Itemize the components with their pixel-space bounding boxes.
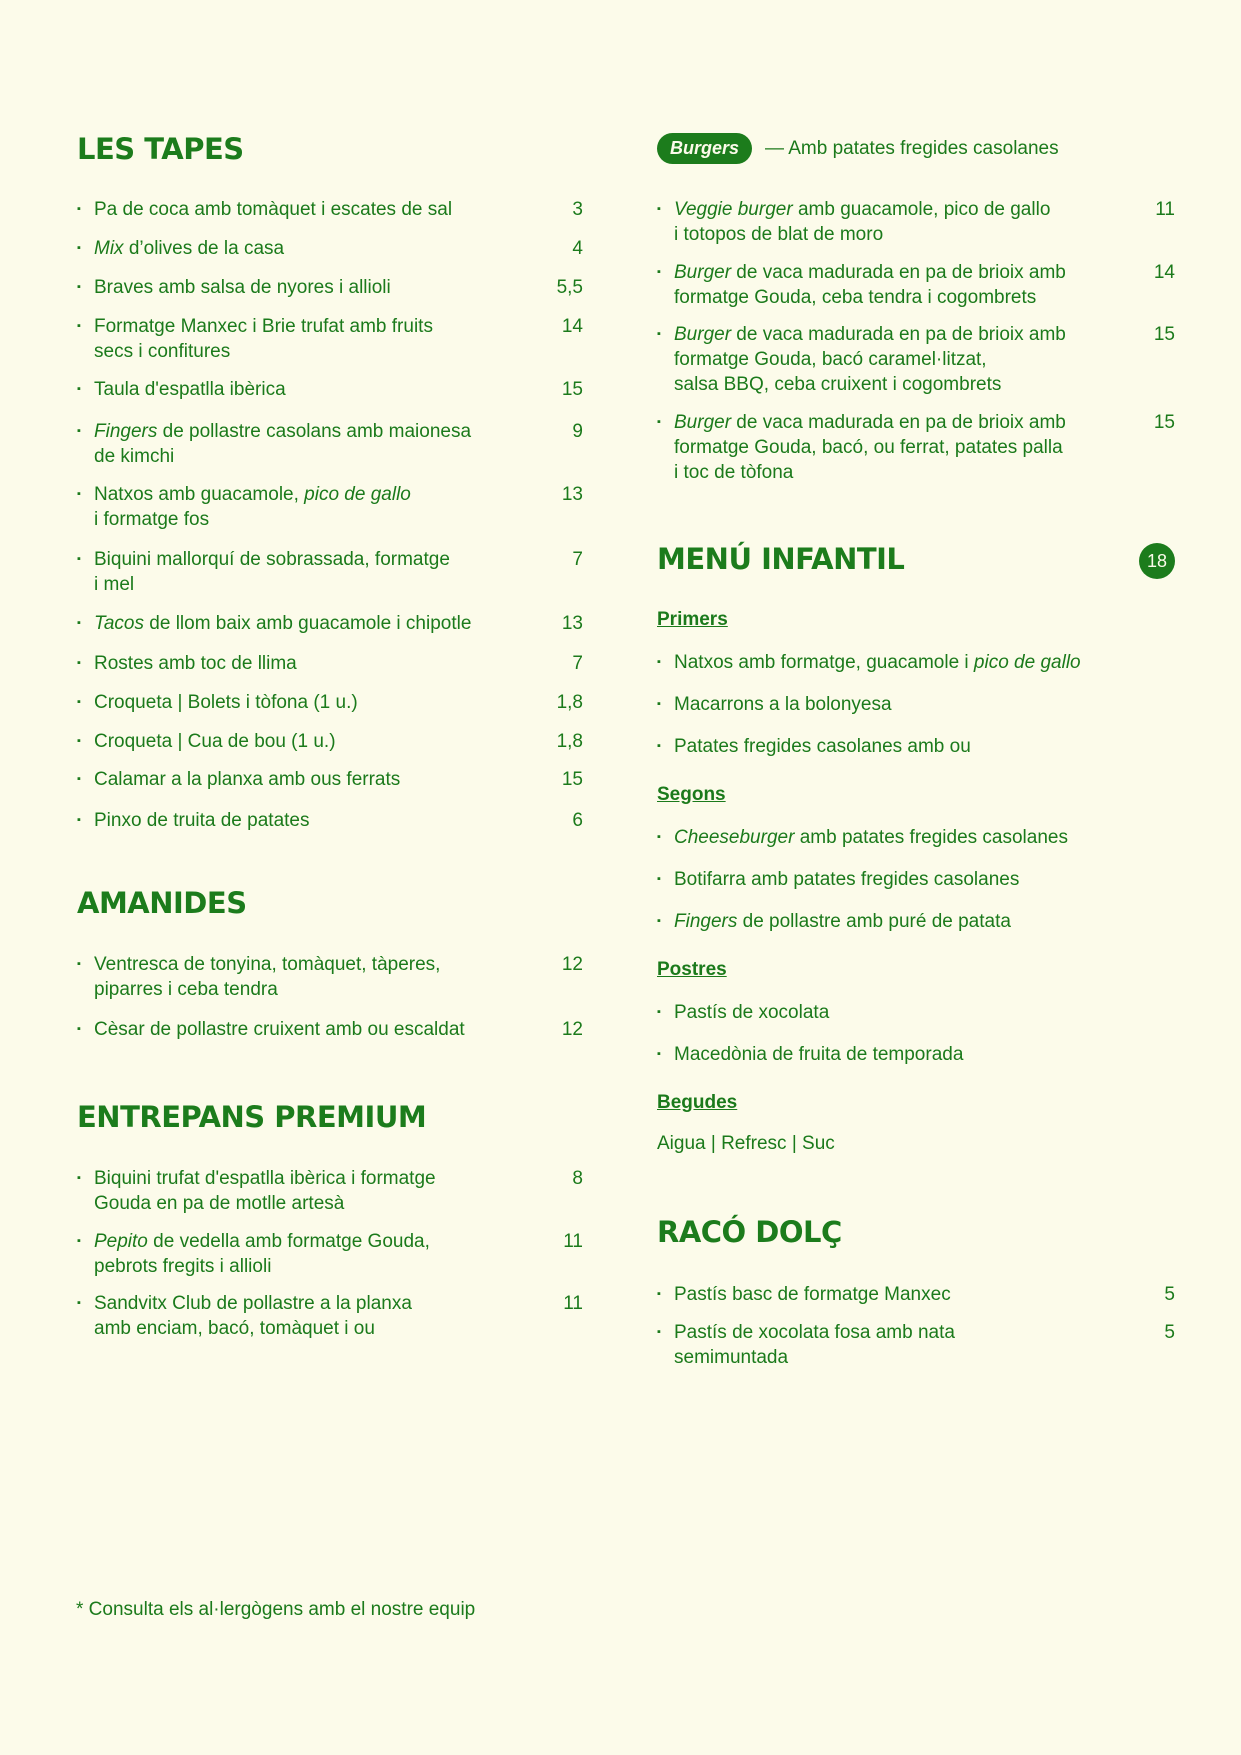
section-title-tapes: LES TAPES bbox=[77, 132, 244, 166]
menu-item-text: Calamar a la planxa amb ous ferrats bbox=[94, 769, 401, 790]
bullet-icon: ▪ bbox=[77, 320, 81, 332]
menu-item-emphasis: Fingers bbox=[94, 421, 158, 442]
menu-item-emphasis: Veggie burger bbox=[674, 199, 793, 220]
bullet-icon: ▪ bbox=[657, 266, 661, 278]
infantil-price-badge: 18 bbox=[1139, 543, 1175, 579]
menu-item-price: 15 bbox=[1153, 412, 1175, 433]
menu-item-name bbox=[674, 197, 1050, 247]
bullet-icon: ▪ bbox=[657, 831, 661, 843]
menu-item-name bbox=[674, 650, 1081, 675]
bullet-icon: ▪ bbox=[77, 958, 81, 970]
menu-item-line2: de kimchi bbox=[94, 446, 175, 467]
menu-item-emphasis: Cheeseburger bbox=[674, 827, 795, 848]
menu-item-name bbox=[94, 729, 336, 754]
menu-item-text: de pollastre casolans amb maionesa bbox=[157, 421, 472, 442]
bullet-icon: ▪ bbox=[77, 1172, 81, 1184]
menu-item-price: 4 bbox=[572, 238, 583, 259]
menu-item-price: 11 bbox=[563, 1231, 583, 1252]
menu-item-name bbox=[674, 1042, 963, 1067]
menu-item-line2: formatge Gouda, bacó caramel·litzat, bbox=[674, 349, 987, 370]
menu-item-name bbox=[94, 314, 433, 364]
menu-item-text: de vaca madurada en pa de brioix amb bbox=[731, 262, 1066, 283]
section-title-entrepans: ENTREPANS PREMIUM bbox=[77, 1100, 427, 1134]
menu-item-emphasis: pico de gallo bbox=[304, 484, 411, 505]
burgers-note: — Amb patates fregides casolanes bbox=[765, 138, 1059, 159]
menu-item-text: Taula d'espatlla ibèrica bbox=[94, 379, 286, 400]
menu-item-emphasis: Pepito bbox=[94, 1231, 148, 1252]
menu-item-price: 1,8 bbox=[556, 692, 583, 713]
menu-item-price: 11 bbox=[1155, 199, 1175, 220]
bullet-icon: ▪ bbox=[657, 328, 661, 340]
menu-item-line2: amb enciam, bacó, tomàquet i ou bbox=[94, 1318, 375, 1339]
burgers-pill: Burgers bbox=[657, 133, 752, 164]
menu-item-text: de vedella amb formatge Gouda, bbox=[147, 1231, 430, 1252]
menu-item-emphasis: Burger bbox=[674, 262, 732, 283]
bullet-icon: ▪ bbox=[657, 416, 661, 428]
bullet-icon: ▪ bbox=[77, 488, 81, 500]
menu-item-name bbox=[94, 1291, 412, 1341]
menu-item-line2: piparres i ceba tendra bbox=[94, 979, 278, 1000]
menu-item-price: 14 bbox=[1153, 262, 1175, 283]
menu-item-price: 3 bbox=[572, 199, 583, 220]
bullet-icon: ▪ bbox=[657, 915, 661, 927]
menu-item-price: 12 bbox=[561, 1019, 583, 1040]
bullet-icon: ▪ bbox=[77, 425, 81, 437]
menu-item-line2: i formatge fos bbox=[94, 509, 210, 530]
menu-item-text: Croqueta | Cua de bou (1 u.) bbox=[94, 731, 336, 752]
bullet-icon: ▪ bbox=[657, 873, 661, 885]
menu-item-price: 15 bbox=[1153, 324, 1175, 345]
menu-item-line2: i totopos de blat de moro bbox=[674, 224, 884, 245]
bullet-icon: ▪ bbox=[77, 242, 81, 254]
subheading-begudes: Begudes bbox=[657, 1092, 738, 1113]
menu-item-text: Formatge Manxec i Brie trufat amb fruits bbox=[94, 316, 433, 337]
menu-item-line2: Gouda en pa de motlle artesà bbox=[94, 1193, 345, 1214]
menu-item-text: Rostes amb toc de llima bbox=[94, 653, 297, 674]
menu-item-price: 5 bbox=[1164, 1322, 1175, 1343]
bullet-icon: ▪ bbox=[657, 1326, 661, 1338]
menu-item-price: 7 bbox=[572, 653, 583, 674]
menu-item-text: Pastís basc de formatge Manxec bbox=[674, 1284, 951, 1305]
bullet-icon: ▪ bbox=[77, 553, 81, 565]
menu-item-name bbox=[94, 547, 450, 597]
menu-item-name bbox=[94, 611, 471, 636]
menu-item-price: 5 bbox=[1164, 1284, 1175, 1305]
menu-item-price: 13 bbox=[561, 484, 583, 505]
menu-item-price: 11 bbox=[563, 1293, 583, 1314]
menu-item-emphasis: Burger bbox=[674, 412, 732, 433]
menu-item-name bbox=[674, 909, 1011, 934]
menu-item-price: 15 bbox=[561, 769, 583, 790]
menu-item-text: de pollastre amb puré de patata bbox=[737, 911, 1011, 932]
bullet-icon: ▪ bbox=[657, 1048, 661, 1060]
menu-item-text: Macedònia de fruita de temporada bbox=[674, 1044, 964, 1065]
menu-item-name bbox=[94, 482, 411, 532]
menu-item-name bbox=[94, 1229, 430, 1279]
menu-item-name bbox=[674, 260, 1066, 310]
bullet-icon: ▪ bbox=[77, 696, 81, 708]
menu-item-emphasis: pico de gallo bbox=[973, 652, 1081, 673]
menu-item-text: Pastís de xocolata bbox=[674, 1002, 830, 1023]
menu-item-price: 12 bbox=[561, 954, 583, 975]
menu-item-text: Cèsar de pollastre cruixent amb ou escaldat bbox=[94, 1019, 465, 1040]
menu-item-emphasis: Tacos bbox=[94, 613, 144, 634]
menu-item-text: Croqueta | Bolets i tòfona (1 u.) bbox=[94, 692, 358, 713]
menu-item-line2: semimuntada bbox=[674, 1347, 789, 1368]
bullet-icon: ▪ bbox=[77, 281, 81, 293]
menu-item-price: 14 bbox=[561, 316, 583, 337]
menu-item-name bbox=[94, 767, 400, 792]
menu-item-name bbox=[674, 410, 1066, 485]
menu-item-text: Biquini mallorquí de sobrassada, formatge bbox=[94, 549, 450, 570]
menu-item-name bbox=[94, 651, 297, 676]
menu-item-text: amb guacamole, pico de gallo bbox=[792, 199, 1051, 220]
bullet-icon: ▪ bbox=[657, 656, 661, 668]
bullet-icon: ▪ bbox=[657, 698, 661, 710]
section-title-infantil: MENÚ INFANTIL bbox=[657, 542, 905, 576]
menu-item-name bbox=[94, 1166, 436, 1216]
menu-item-name bbox=[674, 867, 1019, 892]
menu-item-name bbox=[674, 1000, 829, 1025]
bullet-icon: ▪ bbox=[77, 814, 81, 826]
menu-item-text: d’olives de la casa bbox=[123, 238, 285, 259]
menu-item-line3: i toc de tòfona bbox=[674, 462, 794, 483]
bullet-icon: ▪ bbox=[77, 203, 81, 215]
menu-item-text: Sandvitx Club de pollastre a la planxa bbox=[94, 1293, 412, 1314]
menu-item-text: Pastís de xocolata fosa amb nata bbox=[674, 1322, 955, 1343]
bullet-icon: ▪ bbox=[77, 617, 81, 629]
menu-item-price: 5,5 bbox=[556, 277, 583, 298]
menu-item-name bbox=[674, 825, 1068, 850]
menu-item-price: 6 bbox=[572, 810, 583, 831]
menu-item-name bbox=[674, 322, 1066, 397]
menu-item-price: 8 bbox=[572, 1168, 583, 1189]
menu-item-emphasis: Fingers bbox=[674, 911, 738, 932]
menu-item-name bbox=[94, 197, 452, 222]
menu-item-line2: i mel bbox=[94, 574, 135, 595]
bullet-icon: ▪ bbox=[657, 740, 661, 752]
menu-item-line3: salsa BBQ, ceba cruixent i cogombrets bbox=[674, 374, 1002, 395]
bullet-icon: ▪ bbox=[657, 1006, 661, 1018]
begudes-text: Aigua | Refresc | Suc bbox=[657, 1133, 835, 1154]
subheading-postres: Postres bbox=[657, 959, 727, 980]
bullet-icon: ▪ bbox=[657, 1288, 661, 1300]
menu-item-name bbox=[674, 1320, 955, 1370]
menu-item-text: Biquini trufat d'espatlla ibèrica i formatge bbox=[94, 1168, 436, 1189]
menu-item-name bbox=[94, 236, 284, 261]
menu-item-name bbox=[94, 377, 286, 402]
menu-item-text: Macarrons a la bolonyesa bbox=[674, 694, 892, 715]
bullet-icon: ▪ bbox=[77, 1297, 81, 1309]
menu-item-text: amb patates fregides casolanes bbox=[794, 827, 1068, 848]
menu-item-price: 15 bbox=[561, 379, 583, 400]
menu-item-name bbox=[94, 1017, 465, 1042]
menu-item-text: Pa de coca amb tomàquet i escates de sal bbox=[94, 199, 453, 220]
menu-item-price: 13 bbox=[561, 613, 583, 634]
menu-item-line2: formatge Gouda, ceba tendra i cogombrets bbox=[674, 287, 1037, 308]
menu-item-text: Natxos amb guacamole, bbox=[94, 484, 305, 505]
subheading-segons: Segons bbox=[657, 784, 726, 805]
allergen-footnote: * Consulta els al·lergògens amb el nostre equip bbox=[76, 1599, 476, 1620]
menu-item-name bbox=[94, 952, 440, 1002]
menu-item-text: Natxos amb formatge, guacamole i bbox=[674, 652, 974, 673]
bullet-icon: ▪ bbox=[77, 657, 81, 669]
bullet-icon: ▪ bbox=[77, 735, 81, 747]
menu-item-name bbox=[94, 275, 391, 300]
menu-item-text: Pinxo de truita de patates bbox=[94, 810, 310, 831]
menu-item-name bbox=[674, 734, 971, 759]
bullet-icon: ▪ bbox=[77, 1023, 81, 1035]
menu-item-text: de vaca madurada en pa de brioix amb bbox=[731, 324, 1066, 345]
menu-item-name bbox=[94, 690, 358, 715]
menu-item-text: Ventresca de tonyina, tomàquet, tàperes, bbox=[94, 954, 441, 975]
bullet-icon: ▪ bbox=[77, 773, 81, 785]
bullet-icon: ▪ bbox=[77, 1235, 81, 1247]
menu-item-text: de llom baix amb guacamole i chipotle bbox=[144, 613, 472, 634]
menu-item-name bbox=[674, 1282, 951, 1307]
menu-item-line2: formatge Gouda, bacó, ou ferrat, patates palla bbox=[674, 437, 1063, 458]
bullet-icon: ▪ bbox=[657, 203, 661, 215]
menu-item-price: 1,8 bbox=[556, 731, 583, 752]
menu-item-emphasis: Mix bbox=[94, 238, 124, 259]
menu-item-name bbox=[94, 808, 309, 833]
section-title-amanides: AMANIDES bbox=[77, 886, 247, 920]
menu-item-line2: secs i confitures bbox=[94, 341, 231, 362]
bullet-icon: ▪ bbox=[77, 383, 81, 395]
menu-item-name bbox=[674, 692, 892, 717]
menu-item-text: de vaca madurada en pa de brioix amb bbox=[731, 412, 1066, 433]
subheading-primers: Primers bbox=[657, 609, 728, 630]
menu-item-line2: pebrots fregits i allioli bbox=[94, 1256, 272, 1277]
menu-item-text: Braves amb salsa de nyores i allioli bbox=[94, 277, 391, 298]
menu-item-emphasis: Burger bbox=[674, 324, 732, 345]
menu-item-text: Patates fregides casolanes amb ou bbox=[674, 736, 971, 757]
section-title-dolc: RACÓ DOLÇ bbox=[657, 1215, 842, 1249]
menu-item-price: 9 bbox=[572, 421, 583, 442]
menu-item-text: Botifarra amb patates fregides casolanes bbox=[674, 869, 1020, 890]
menu-item-price: 7 bbox=[572, 549, 583, 570]
menu-item-name bbox=[94, 419, 471, 469]
